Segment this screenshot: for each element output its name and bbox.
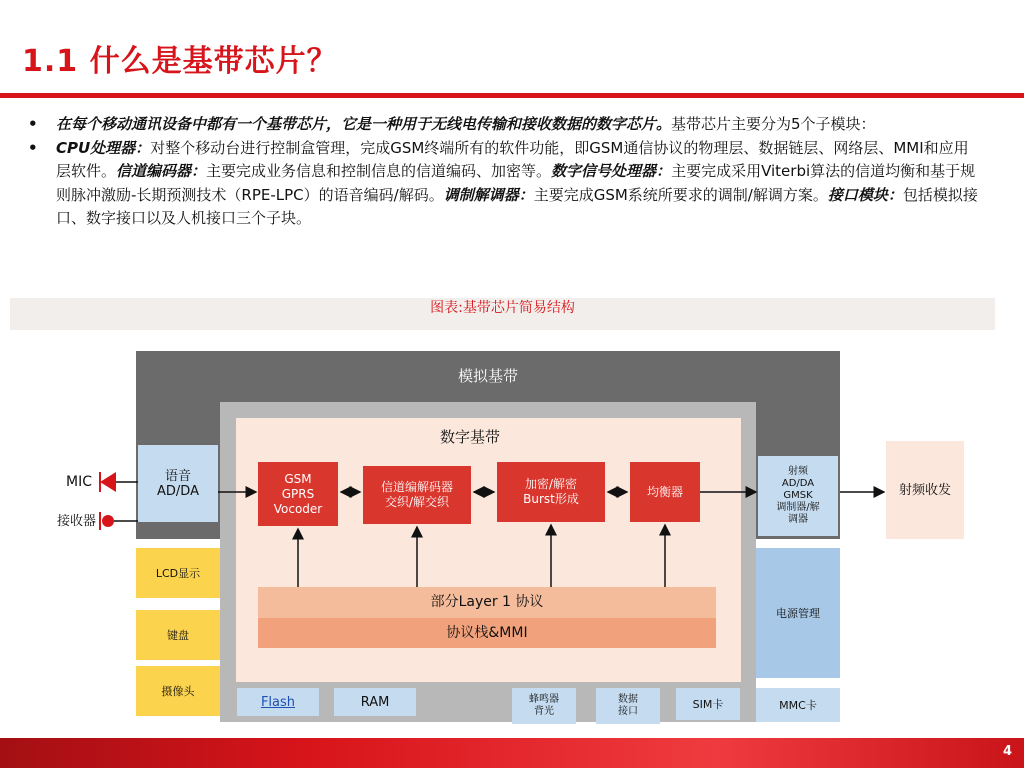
- mic-label: MIC: [66, 473, 92, 490]
- microphone-icon: [100, 472, 116, 492]
- mmc-card-block: MMC卡: [756, 688, 840, 722]
- keyboard-block: 键盘: [136, 610, 220, 660]
- flash-label: Flash: [260, 694, 296, 710]
- bullet-emphasis: 在每个移动通讯设备中都有一个基带芯片，它是一种用于无线电传输和接收数据的数字芯片。: [56, 115, 672, 133]
- protocol-stack-band: 协议栈&MMI: [258, 618, 716, 648]
- bullet-text: 主要完成业务信息和控制信息的信道编码、加密等。: [206, 162, 552, 180]
- buzzer-backlight-block: 蜂鸣器 背光: [512, 688, 576, 724]
- bullet-emphasis: 信道编码器：: [116, 162, 207, 180]
- bullet-dot: •: [28, 115, 38, 133]
- rf-adda-block: 射频 AD/DA GMSK 调制器/解 调器: [758, 456, 838, 536]
- power-management-block: 电源管理: [756, 548, 840, 678]
- gsm-vocoder-block: GSM GPRS Vocoder: [258, 462, 338, 526]
- rf-transceiver-block: 射频收发: [886, 441, 964, 539]
- analog-baseband-label: 模拟基带: [457, 366, 518, 385]
- encryption-block: 加密/解密 Burst形成: [497, 462, 605, 522]
- bullet-text: 主要完成采用Viterbi算法的信道均衡和基于规则脉冲激励-长期预测技术（RPE-LPC）的语音编码/解码。: [56, 162, 976, 204]
- equalizer-block: 均衡器: [630, 462, 700, 522]
- camera-block: 摄像头: [136, 666, 220, 716]
- voice-adda-block: 语音 AD/DA: [138, 445, 218, 522]
- sim-card-block: SIM卡: [676, 688, 740, 720]
- ram-block: RAM: [334, 688, 416, 716]
- data-port-block: 数据 接口: [596, 688, 660, 724]
- slide-title: 1.1 什么是基带芯片？: [22, 44, 338, 79]
- bullet-text: 对整个移动台进行控制盒管理，完成GSM终端所有的软件功能，即GSM通信协议的物理层、数据链层、网络层、MMI和应用层软件。: [56, 138, 969, 180]
- bullet-text: 包括模拟接口、数字接口以及人机接口三个子块。: [56, 185, 978, 227]
- receiver-label: 接收器: [56, 513, 96, 529]
- receiver-icon: [100, 512, 114, 530]
- lcd-block: LCD显示: [136, 548, 220, 598]
- footer-bar: [0, 738, 1024, 768]
- figure-caption: 图表:基带芯片简易结构: [430, 300, 575, 316]
- bullet-emphasis: 调制解调器：: [443, 185, 534, 204]
- bullet-dot: •: [28, 138, 38, 157]
- bullet-text: 主要完成GSM系统所要求的调制/解调方案。: [533, 185, 828, 204]
- bullet-text: 基带芯片主要分为5个子模块：: [671, 115, 876, 133]
- bullet-emphasis: 数字信号处理器：: [551, 162, 672, 180]
- bullet-emphasis: CPU处理器：: [56, 138, 151, 157]
- layer1-protocol-band: 部分Layer 1 协议: [258, 587, 716, 618]
- bullet-emphasis: 接口模块：: [827, 185, 903, 204]
- digital-baseband-label: 数字基带: [439, 427, 500, 446]
- channel-codec-block: 信道编解码器 交织/解交织: [363, 466, 471, 524]
- page-number: 4: [1002, 744, 1012, 759]
